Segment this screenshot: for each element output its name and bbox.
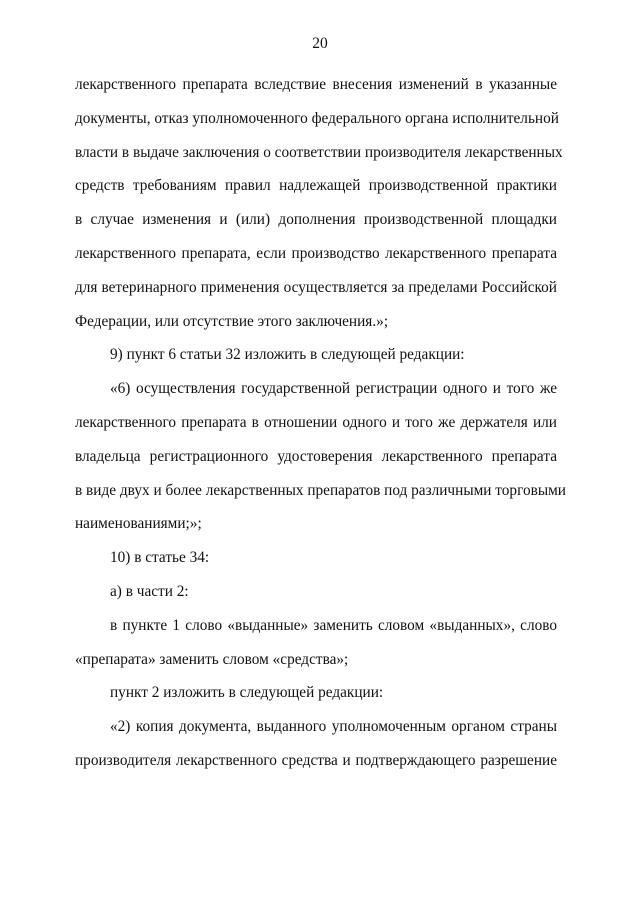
text-line: лекарственного препарата в отношении одного и того же держателя или — [75, 413, 557, 431]
text-line: 9) пункт 6 статьи 32 изложить в следующей редакции: — [110, 346, 465, 364]
paragraph-quote-2 — [75, 710, 557, 778]
text-line: в виде двух и более лекарственных препаратов под различными торговыми — [75, 481, 566, 499]
document-body — [75, 68, 566, 778]
text-line: средств требованиям правил надлежащей производственной практики — [75, 177, 557, 195]
text-line: для ветеринарного применения осуществляется за пределами Российской — [75, 278, 557, 296]
text-line: «препарата» заменить словом «средства»; — [75, 650, 349, 668]
text-line: пункт 2 изложить в следующей редакции: — [110, 684, 384, 702]
text-line: лекарственного препарата вследствие внесения изменений в указанные — [75, 76, 557, 93]
paragraph-point-2 — [75, 676, 557, 710]
text-line: в случае изменения и (или) дополнения производственной площадки — [75, 211, 557, 229]
paragraph-item-9 — [75, 338, 557, 372]
text-line: производителя лекарственного средства и подтверждающего разрешение — [75, 751, 557, 769]
text-line: Федерации, или отсутствие этого заключения.»; — [75, 312, 389, 330]
text-line: в пункте 1 слово «выданные» заменить словом «выданных», слово — [110, 616, 557, 634]
paragraph-quote-6 — [75, 372, 566, 541]
page-number: 20 — [312, 35, 328, 52]
paragraph-subitem-a — [75, 575, 557, 609]
text-line: документы, отказ уполномоченного федерального органа исполнительной — [75, 109, 559, 127]
text-line: власти в выдаче заключения о соответствии производителя лекарственных — [75, 143, 563, 161]
text-line: 10) в статье 34: — [110, 549, 210, 567]
text-line: наименованиями;»; — [75, 515, 202, 533]
text-line: «2) копия документа, выданного уполномоченным органом страны — [110, 718, 557, 736]
text-line: а) в части 2: — [110, 582, 189, 600]
paragraph-item-10 — [75, 541, 557, 575]
paragraph-point-1 — [75, 609, 557, 677]
paragraph-continuation — [75, 68, 563, 338]
text-line: владельца регистрационного удостоверения лекарственного препарата — [75, 447, 557, 465]
text-line: «6) осуществления государственной регистрации одного и того же — [110, 380, 557, 398]
text-line: лекарственного препарата, если производство лекарственного препарата — [75, 244, 557, 262]
